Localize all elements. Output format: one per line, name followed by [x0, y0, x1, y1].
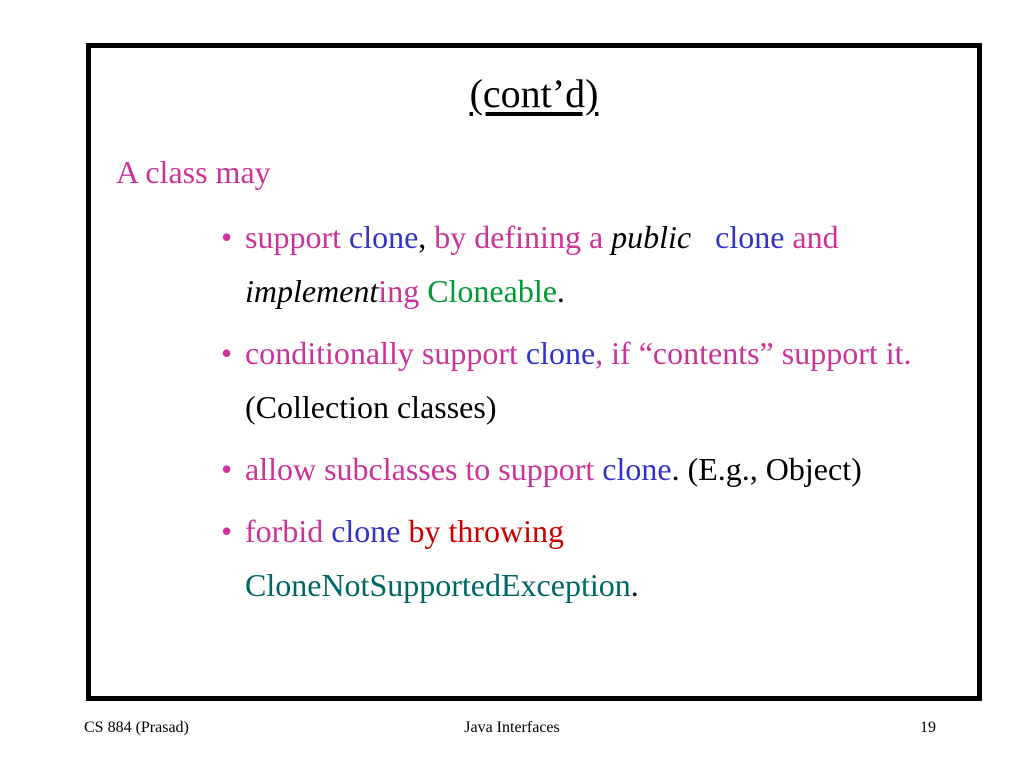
intro-text: A class may — [116, 154, 271, 190]
slide-frame — [86, 43, 982, 701]
code-cloneable: Cloneable — [427, 273, 557, 309]
keyword-implement: implement — [245, 273, 379, 309]
bullet-glyph: • — [221, 219, 233, 255]
text-run: by defining a — [434, 219, 612, 255]
code-clone: clone — [715, 219, 785, 255]
bullet-list — [215, 210, 925, 620]
text-run: . (E.g., Object) — [671, 451, 862, 487]
keyword-public: public — [611, 219, 692, 255]
bullet-item-subclass-clone — [215, 442, 925, 496]
text-run: and — [784, 219, 839, 255]
text-run: , — [418, 219, 435, 255]
text-run: by throwing — [400, 513, 565, 549]
text-run: . — [630, 567, 639, 603]
bullet-item-forbid-clone — [215, 504, 925, 612]
text-run: . — [556, 273, 565, 309]
code-clone: clone — [602, 451, 672, 487]
bullet-glyph: • — [221, 451, 233, 487]
text-run: allow subclasses to support — [245, 451, 603, 487]
code-clone: clone — [525, 335, 596, 371]
code-clone: clone — [331, 513, 401, 549]
bullet-item-conditional-clone — [215, 326, 925, 434]
text-run: support — [245, 219, 349, 255]
footer-topic: Java Interfaces — [464, 719, 560, 736]
text-run: ing — [378, 273, 428, 309]
text-run: , if “contents” support it. — [595, 335, 912, 371]
text-run: forbid — [245, 513, 332, 549]
text-run: (Collection classes) — [245, 389, 497, 425]
bullet-glyph: • — [221, 335, 233, 371]
footer-page-number: 19 — [920, 719, 936, 736]
bullet-glyph: • — [221, 513, 233, 549]
code-exception: CloneNotSupportedException — [245, 567, 631, 603]
text-run — [691, 219, 715, 255]
code-clone: clone — [349, 219, 419, 255]
text-run: conditionally support — [245, 335, 526, 371]
slide-title: (cont’d) — [469, 71, 599, 116]
bullet-item-support-clone — [215, 210, 925, 318]
footer-course: CS 884 (Prasad) — [84, 719, 189, 736]
